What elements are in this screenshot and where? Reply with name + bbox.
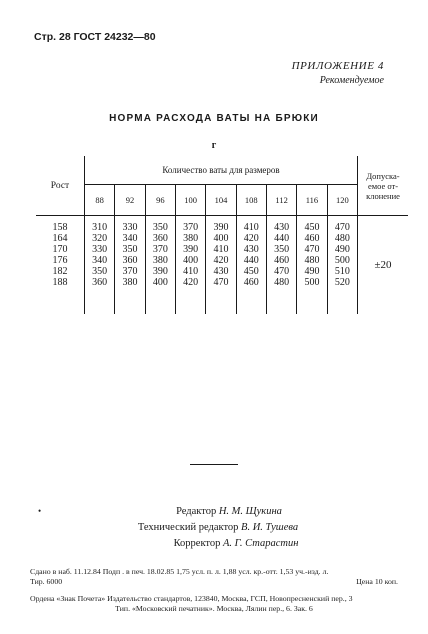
cell-value: 430	[274, 222, 290, 233]
cell-value: 420	[183, 277, 199, 288]
appendix-title: ПРИЛОЖЕНИЕ 4	[291, 60, 384, 72]
imprint-print-run: Тир. 6000	[30, 577, 63, 586]
size-column-112	[266, 216, 296, 315]
cell-value: 490	[334, 244, 350, 255]
cell-value: 380	[122, 277, 138, 288]
cell-value: 380	[183, 233, 199, 244]
cell-value: 330	[122, 222, 138, 233]
imprint-price: Цена 10 коп.	[356, 577, 398, 586]
size-header-96: 96	[145, 185, 175, 216]
height-value: 170	[52, 244, 68, 255]
cell-value: 410	[213, 244, 229, 255]
size-header-112: 112	[266, 185, 296, 216]
divider	[190, 464, 238, 465]
height-value: 182	[52, 266, 68, 277]
cell-value: 330	[92, 244, 108, 255]
credit-corrector-role: Корректор	[173, 538, 221, 549]
credit-editor	[0, 506, 428, 517]
dot-mark: •	[38, 506, 42, 516]
size-header-116: 116	[297, 185, 327, 216]
size-header-104: 104	[206, 185, 236, 216]
header-rost: Рост	[36, 156, 85, 216]
cell-value: 430	[213, 266, 229, 277]
size-header-120: 120	[327, 185, 357, 216]
height-value: 158	[52, 222, 68, 233]
size-column-100	[175, 216, 205, 315]
size-header-108: 108	[236, 185, 266, 216]
cell-value: 450	[243, 266, 259, 277]
credit-tech-editor	[0, 522, 428, 533]
header-quantity-group: Количество ваты для размеров	[85, 156, 358, 185]
cell-value: 350	[122, 244, 138, 255]
cell-value: 460	[304, 233, 320, 244]
cell-value: 460	[274, 255, 290, 266]
imprint-publisher: Ордена «Знак Почета» Издательство стандартов, 123840, Москва, ГСП, Новопресненский пер., 3	[30, 594, 353, 603]
imprint-line: Сдано в наб. 11.12.84 Подп . в печ. 18.02.85 1,75 усл. п. л. 1,88 усл. кр.-отт. 1,53 уч.-изд. л.	[30, 567, 329, 576]
cell-value: 360	[92, 277, 108, 288]
norm-table	[36, 156, 408, 314]
size-header-92: 92	[115, 185, 145, 216]
cell-value: 490	[304, 266, 320, 277]
cell-value: 350	[274, 244, 290, 255]
deviation-value: ±20	[374, 258, 392, 271]
height-value: 164	[52, 233, 68, 244]
cell-value: 400	[213, 233, 229, 244]
cell-value: 450	[304, 222, 320, 233]
size-column-96	[145, 216, 175, 315]
size-header-100: 100	[175, 185, 205, 216]
size-column-104	[206, 216, 236, 315]
size-column-120	[327, 216, 357, 315]
cell-value: 350	[92, 266, 108, 277]
cell-value: 320	[92, 233, 108, 244]
credit-tech-role: Технический редактор	[137, 522, 239, 533]
credit-corrector	[0, 538, 428, 549]
heights-cell	[36, 216, 85, 315]
cell-value: 370	[183, 222, 199, 233]
page-header: Стр. 28 ГОСТ 24232—80	[34, 31, 156, 43]
cell-value: 470	[274, 266, 290, 277]
cell-value: 340	[122, 233, 138, 244]
credit-corrector-name: А. Г. Старастин	[223, 538, 299, 549]
cell-value: 520	[334, 277, 350, 288]
height-value: 188	[52, 277, 68, 288]
cell-value: 470	[213, 277, 229, 288]
size-header-88: 88	[85, 185, 115, 216]
size-column-92	[115, 216, 145, 315]
unit-label: г	[211, 140, 217, 151]
cell-value: 390	[152, 266, 168, 277]
cell-value: 370	[122, 266, 138, 277]
credit-tech-name: В. И. Тушева	[241, 522, 299, 533]
cell-value: 350	[152, 222, 168, 233]
size-column-88	[85, 216, 115, 315]
cell-value: 380	[152, 255, 168, 266]
size-header-row	[36, 185, 408, 216]
cell-value: 400	[183, 255, 199, 266]
cell-value: 390	[183, 244, 199, 255]
cell-value: 500	[334, 255, 350, 266]
cell-value: 440	[243, 255, 259, 266]
cell-value: 390	[213, 222, 229, 233]
credit-editor-role: Редактор	[176, 506, 217, 517]
credit-editor-name: Н. М. Щукина	[218, 506, 282, 517]
cell-value: 410	[243, 222, 259, 233]
cell-value: 500	[304, 277, 320, 288]
cell-value: 310	[92, 222, 108, 233]
cell-value: 360	[122, 255, 138, 266]
cell-value: 430	[243, 244, 259, 255]
cell-value: 360	[152, 233, 168, 244]
cell-value: 400	[152, 277, 168, 288]
header-deviation: Допуска- емое от- клонение	[358, 156, 409, 216]
cell-value: 470	[304, 244, 320, 255]
cell-value: 470	[334, 222, 350, 233]
cell-value: 480	[334, 233, 350, 244]
cell-value: 410	[183, 266, 199, 277]
cell-value: 340	[92, 255, 108, 266]
cell-value: 440	[274, 233, 290, 244]
cell-value: 460	[243, 277, 259, 288]
size-column-116	[297, 216, 327, 315]
cell-value: 370	[152, 244, 168, 255]
table-row	[36, 216, 408, 315]
table-title: НОРМА РАСХОДА ВАТЫ НА БРЮКИ	[109, 113, 319, 124]
imprint-printer: Тип. «Московский печатник». Москва, Лялин пер., 6. Зак. 6	[115, 604, 313, 613]
cell-value: 420	[213, 255, 229, 266]
cell-value: 420	[243, 233, 259, 244]
cell-value: 510	[334, 266, 350, 277]
height-value: 176	[52, 255, 68, 266]
cell-value: 480	[304, 255, 320, 266]
cell-value: 480	[274, 277, 290, 288]
size-column-108	[236, 216, 266, 315]
appendix-subtitle: Рекомендуемое	[319, 75, 384, 86]
